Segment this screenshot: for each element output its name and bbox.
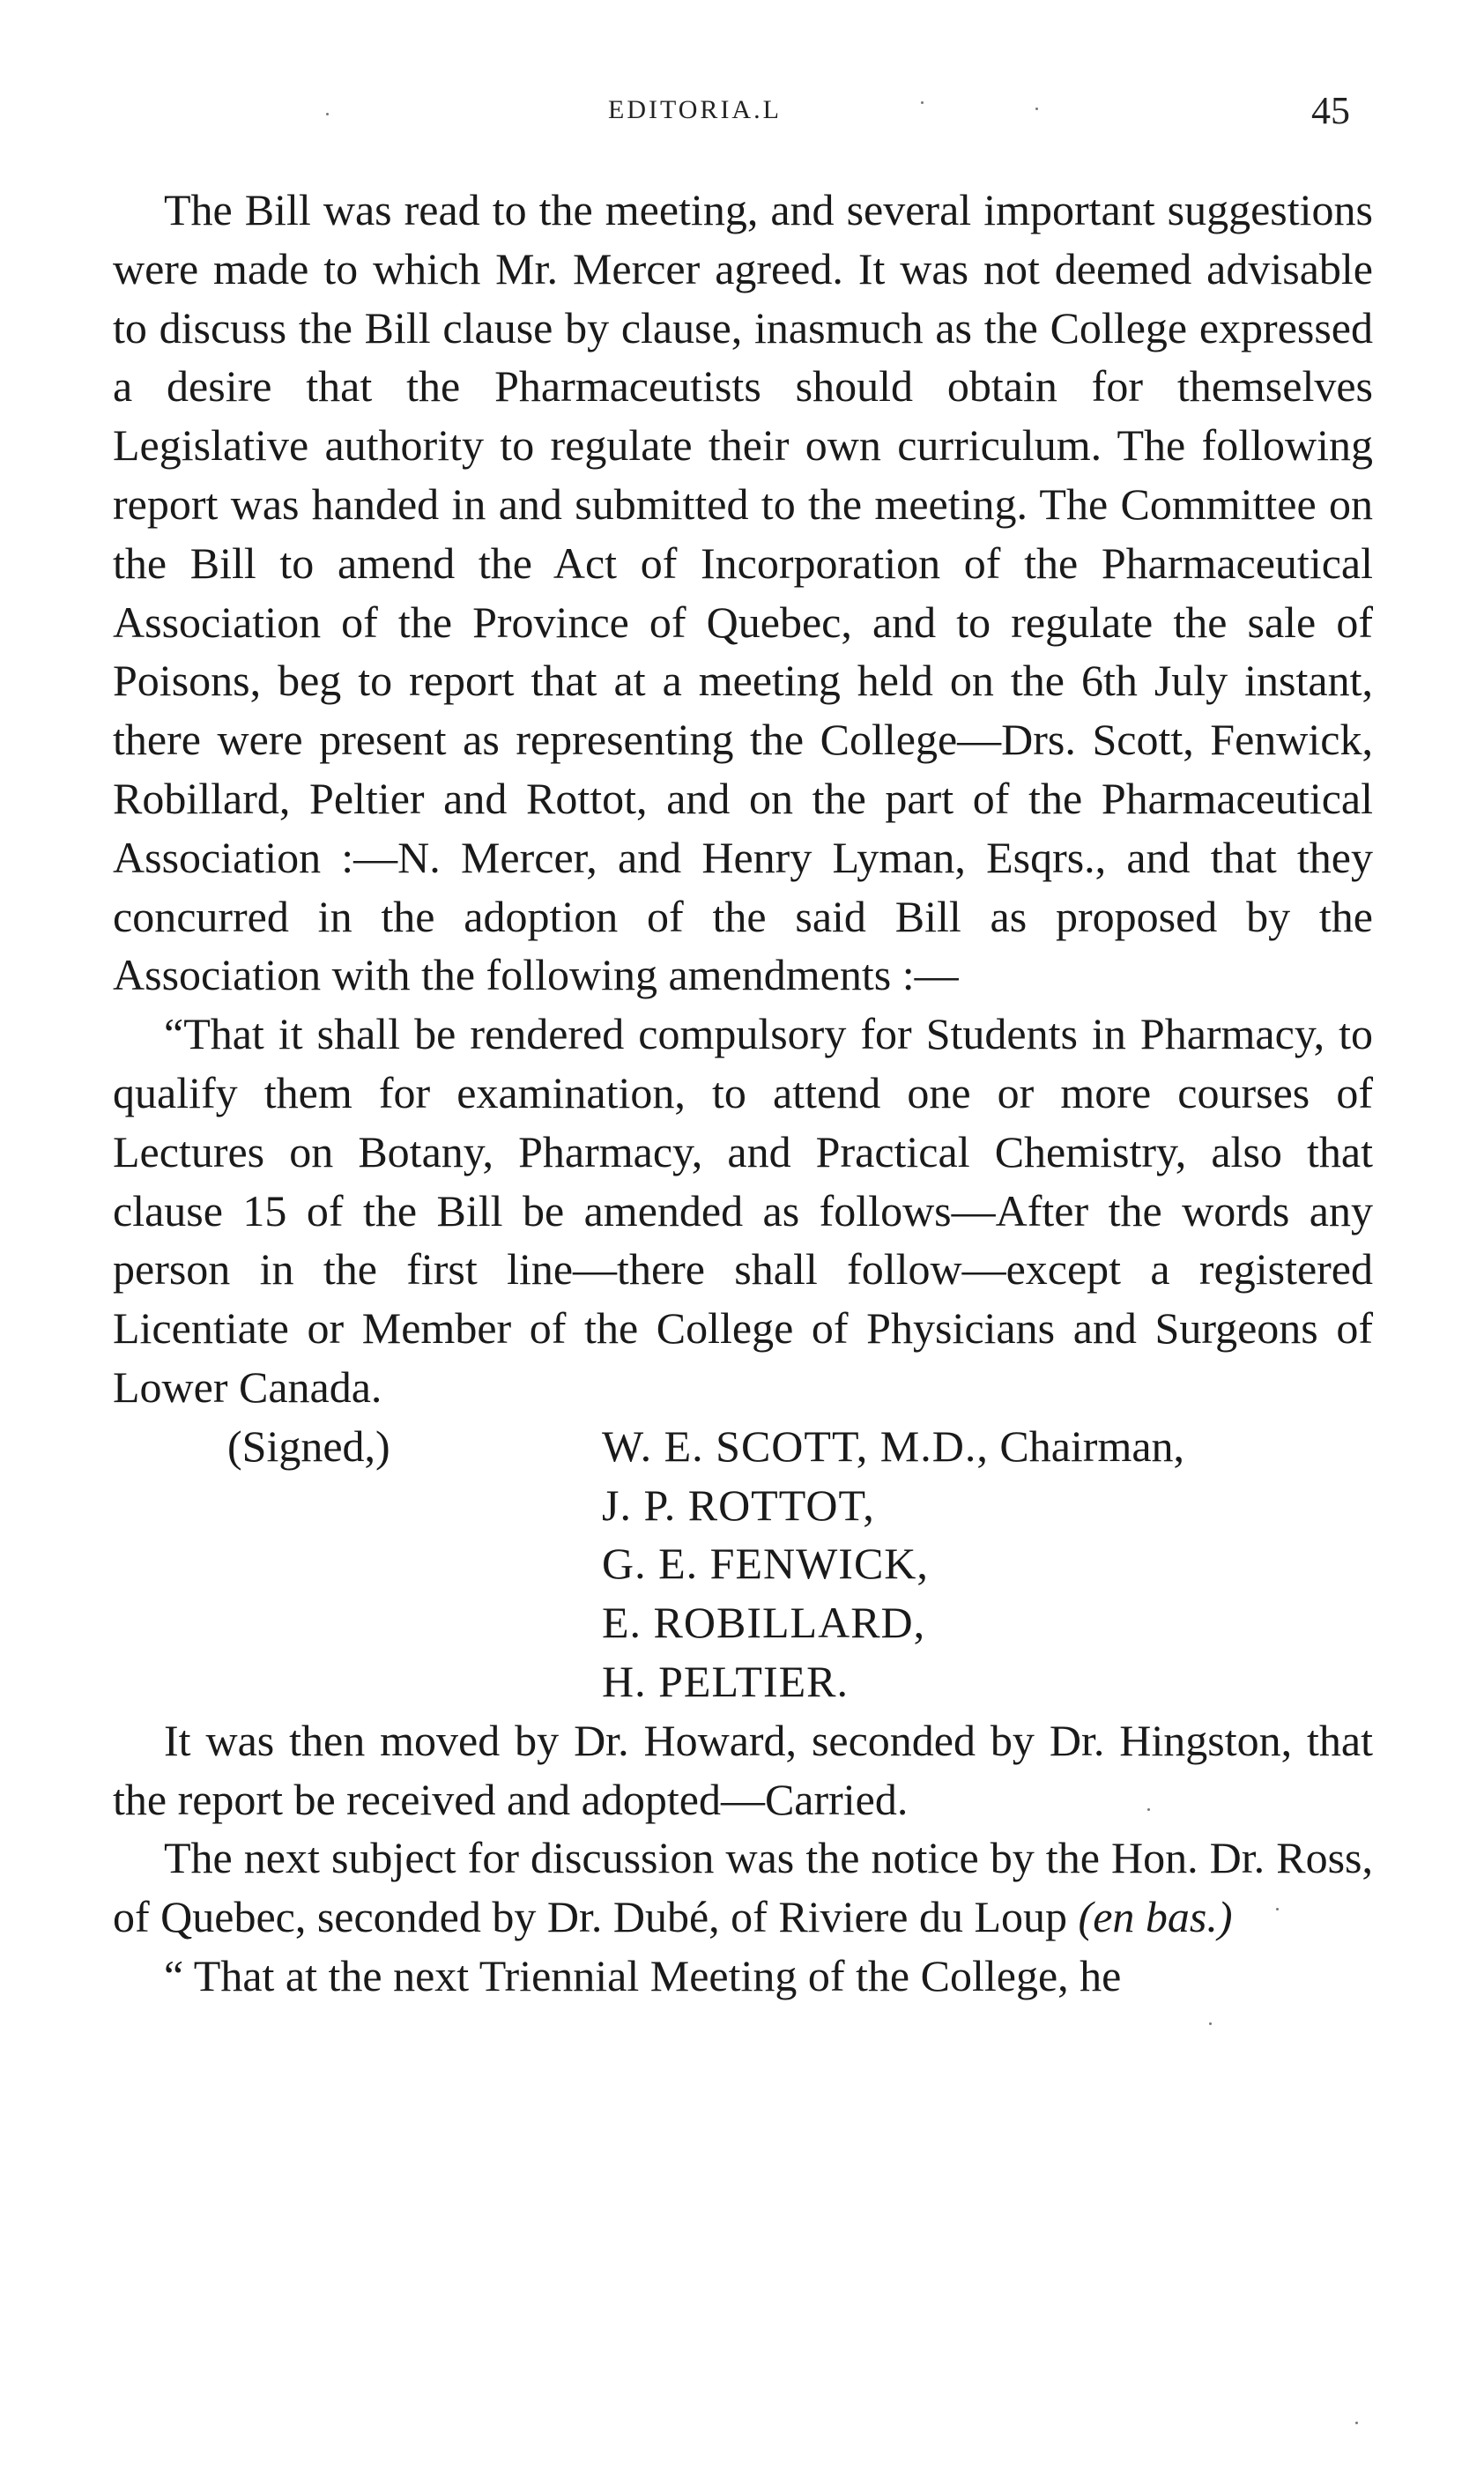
body-text: [113, 181, 1373, 2006]
paragraph-amendments-quote: “That it shall be rendered compulsory for Students in Pharmacy, to qualify them for examination, to attend one or more courses of Lectures on Botany, Pharmacy, and Practical Chemistry, also that clause 15 of the Bill be amended as follows—After the words any person in the first line—there shall follow—except a registered Licentiate or Member of the College of Physicians and Surgeons of Lower Canada.: [113, 1009, 1373, 1412]
signature-line: [602, 1476, 1184, 1535]
signature-name: J. P. ROTTOT,: [602, 1480, 875, 1530]
paragraph-next-subject-text: The next subject for discussion was the notice by the Hon. Dr. Ross, of Quebec, seconded by Dr. Dubé, of Riviere du Loup: [113, 1833, 1373, 1942]
running-header: [0, 88, 1484, 141]
scan-speck: [1035, 108, 1038, 110]
signature-line: [602, 1652, 1184, 1711]
signature-names: [602, 1417, 1184, 1711]
page-number: 45: [1311, 89, 1350, 132]
signature-name: E. ROBILLARD,: [602, 1598, 926, 1648]
signature-line: [602, 1417, 1184, 1476]
scan-speck: [921, 101, 924, 104]
signature-line: [602, 1593, 1184, 1652]
paragraph-triennial-quote: “ That at the next Triennial Meeting of the College, he: [164, 1950, 1122, 2000]
italic-phrase: (en bas.): [1078, 1892, 1233, 1942]
scan-speck: [1209, 2022, 1212, 2025]
running-title: EDITORIA.L: [608, 95, 782, 124]
scan-speck: [1276, 1908, 1279, 1910]
paragraph-next-subject: [113, 1829, 1373, 1947]
signed-label: (Signed,): [227, 1421, 390, 1471]
paragraph-bill-reading: The Bill was read to the meeting, and several important suggestions were made to which Mr. Mercer agreed. It was not deemed advisable to discuss the Bill clause by clause, inasmuch as the College expressed a desire that the Pharmaceutists should obtain for themselves Legislative authority to regulate their own curriculum. The following report was handed in and submitted to the meeting. The Committee on the Bill to amend the Act of Incorporation of the Pharmaceutical Association of the Province of Quebec, and to regulate the sale of Poisons, beg to report that at a meeting held on the 6th July instant, there were present as representing the College—Drs. Scott, Fenwick, Robillard, Peltier and Rottot, and on the part of the Pharmaceutical Association :—N. Mercer, and Henry Lyman, Esqrs., and that they concurred in the adoption of the said Bill as proposed by the Association with the following amendments :—: [113, 185, 1373, 1000]
scan-speck: [1147, 1808, 1150, 1811]
paragraph-motion-carried: It was then moved by Dr. Howard, seconded by Dr. Hingston, that the report be received and adopted—Carried.: [113, 1715, 1373, 1824]
signature-name: H. PELTIER.: [602, 1656, 849, 1706]
signature-name: G. E. FENWICK,: [602, 1539, 929, 1589]
scan-speck: [326, 113, 329, 115]
scan-speck: [1355, 2422, 1358, 2424]
signature-name: W. E. SCOTT, M.D.,: [602, 1421, 989, 1471]
signature-title: Chairman,: [988, 1421, 1185, 1471]
signature-block: [113, 1417, 1373, 1711]
signature-line: [602, 1534, 1184, 1593]
